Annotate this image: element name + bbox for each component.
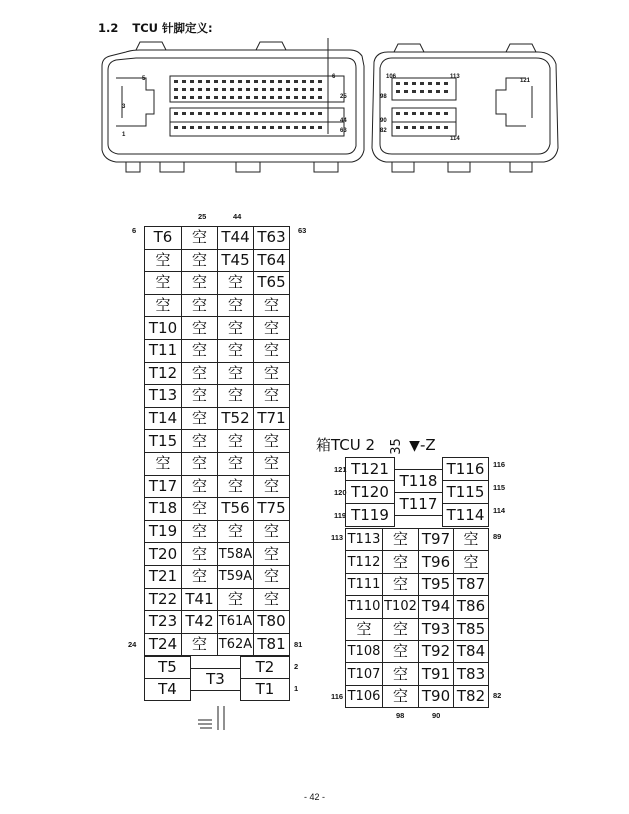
pin-cell: T12 — [145, 362, 182, 385]
pin-cell: T113 — [346, 529, 383, 551]
pin-cell: T121 — [346, 458, 395, 481]
pin-cell: 空 — [182, 385, 218, 408]
pin-cell: 空 — [254, 520, 290, 543]
pin-cell: T97 — [419, 529, 454, 551]
pin-number-label: 114 — [493, 506, 506, 515]
pin-cell: T75 — [254, 498, 290, 521]
pin-cell: T18 — [145, 498, 182, 521]
pin-cell: T5 — [145, 657, 191, 679]
connector-label: 3 — [122, 104, 126, 110]
pin-row — [145, 452, 290, 475]
pin-row — [145, 339, 290, 362]
pin-cell: T64 — [254, 249, 290, 272]
pin-cell: T10 — [145, 317, 182, 340]
pin-row — [346, 573, 489, 595]
pin-cell: T120 — [346, 481, 395, 504]
pin-cell: 空 — [346, 618, 383, 640]
pin-cell: T92 — [419, 640, 454, 662]
pin-row — [346, 529, 489, 551]
pin-cell: 空 — [218, 317, 254, 340]
pin-number-label: 63 — [298, 226, 307, 235]
pin-row — [346, 618, 489, 640]
pin-cell: T114 — [443, 504, 489, 527]
pin-row — [145, 272, 290, 295]
tcu2-side-number: 35 — [388, 438, 404, 455]
pin-cell: T96 — [419, 551, 454, 573]
pin-cell: 空 — [182, 520, 218, 543]
pin-cell: T41 — [182, 588, 218, 611]
pin-cell: 空 — [145, 294, 182, 317]
pin-cell: T56 — [218, 498, 254, 521]
pin-cell: T42 — [182, 611, 218, 634]
pin-row — [145, 543, 290, 566]
tcu2-side-suffix: -Z — [419, 436, 436, 454]
pin-row — [346, 551, 489, 573]
pin-cell: 空 — [383, 663, 419, 685]
connector-label: 106 — [386, 74, 397, 80]
pin-row — [145, 633, 290, 656]
pin-cell: T65 — [254, 272, 290, 295]
pin-row — [346, 685, 489, 707]
pin-cell: 空 — [218, 430, 254, 453]
connector-label: 1 — [122, 132, 126, 138]
pin-cell: 空 — [218, 452, 254, 475]
pin-row — [145, 611, 290, 634]
pin-cell: T71 — [254, 407, 290, 430]
pin-cell: T2 — [241, 657, 290, 679]
pin-cell: 空 — [182, 633, 218, 656]
pin-cell: 空 — [254, 430, 290, 453]
pin-cell: T119 — [346, 504, 395, 527]
pin-row — [145, 430, 290, 453]
pin-cell: 空 — [182, 227, 218, 250]
pin-number-label: 98 — [396, 711, 405, 720]
pin-cell: 空 — [383, 685, 419, 707]
pin-cell: T106 — [346, 685, 383, 707]
pin-cell: T107 — [346, 663, 383, 685]
pin-cell: T52 — [218, 407, 254, 430]
pin-cell: T61A — [218, 611, 254, 634]
pin-number-label: 116 — [493, 460, 506, 469]
pin-row — [145, 588, 290, 611]
pin-cell: T83 — [454, 663, 489, 685]
pin-cell: 空 — [254, 588, 290, 611]
pin-cell: 空 — [383, 551, 419, 573]
pin-cell: 空 — [182, 294, 218, 317]
connector-label: 90 — [380, 118, 387, 124]
connector-label: 6 — [332, 74, 336, 80]
pin-cell: 空 — [182, 565, 218, 588]
pin-cell: 空 — [254, 317, 290, 340]
pin-row — [145, 294, 290, 317]
pin-cell: T21 — [145, 565, 182, 588]
pin-cell: T17 — [145, 475, 182, 498]
pin-cell: T22 — [145, 588, 182, 611]
pin-cell: 空 — [218, 385, 254, 408]
tcu2-header: 箱TCU 2 35 ▼-Z — [316, 436, 436, 455]
pin-number-label: 1 — [294, 684, 299, 693]
pin-cell: T87 — [454, 573, 489, 595]
pin-cell: T80 — [254, 611, 290, 634]
pin-cell: T20 — [145, 543, 182, 566]
pin-row — [346, 640, 489, 662]
pin-cell: 空 — [254, 362, 290, 385]
pin-cell: 空 — [254, 339, 290, 362]
pin-cell: 空 — [383, 529, 419, 551]
pin-cell: 空 — [182, 407, 218, 430]
pin-cell: 空 — [218, 339, 254, 362]
pin-number-label: 81 — [294, 640, 303, 649]
pin-number-label: 25 — [198, 212, 207, 221]
pin-cell: 空 — [182, 430, 218, 453]
pin-number-label: 2 — [294, 662, 299, 671]
harness-mark — [196, 706, 256, 730]
pin-cell: 空 — [182, 339, 218, 362]
tcu2-pin-table — [345, 528, 489, 708]
pin-number-label: 116 — [331, 692, 344, 701]
pin-cell: T62A — [218, 633, 254, 656]
pin-cell: 空 — [218, 475, 254, 498]
connector-drawing — [96, 38, 564, 178]
connector-label: 98 — [380, 94, 387, 100]
pin-cell: T115 — [443, 481, 489, 504]
pin-number-label: 90 — [432, 711, 441, 720]
tcu1-bottom-table — [144, 656, 290, 701]
section-title: TCU 针脚定义: — [132, 21, 213, 35]
section-heading — [98, 20, 213, 36]
pin-cell: 空 — [182, 272, 218, 295]
page-number: - 42 - — [303, 792, 325, 802]
pin-row — [145, 565, 290, 588]
pin-row — [145, 520, 290, 543]
pin-cell: 空 — [254, 565, 290, 588]
pin-cell: T111 — [346, 573, 383, 595]
connector-label: 63 — [340, 128, 347, 134]
connector-label: 113 — [450, 74, 460, 80]
section-number: 1.2 — [98, 21, 119, 35]
pin-cell: 空 — [454, 529, 489, 551]
pin-cell: 空 — [182, 475, 218, 498]
pin-cell: T19 — [145, 520, 182, 543]
pin-cell: 空 — [254, 475, 290, 498]
pin-row — [145, 475, 290, 498]
pin-cell: 空 — [254, 452, 290, 475]
pin-row — [145, 249, 290, 272]
connector-label: 25 — [340, 94, 347, 100]
pin-cell: T102 — [383, 596, 419, 618]
pin-cell: T6 — [145, 227, 182, 250]
pin-cell: T45 — [218, 249, 254, 272]
pin-number-label: 44 — [233, 212, 242, 221]
pin-row — [145, 407, 290, 430]
pin-row — [145, 317, 290, 340]
pin-cell: 空 — [218, 362, 254, 385]
connector-label: 114 — [450, 136, 460, 142]
pin-cell: 空 — [254, 294, 290, 317]
pin-row — [346, 596, 489, 618]
pin-cell: T116 — [443, 458, 489, 481]
pin-cell: 空 — [383, 618, 419, 640]
pin-cell: 空 — [254, 543, 290, 566]
pin-row — [145, 362, 290, 385]
pin-cell: T59A — [218, 565, 254, 588]
pin-cell: T3 — [191, 669, 241, 691]
pin-cell: 空 — [145, 272, 182, 295]
pin-cell: T14 — [145, 407, 182, 430]
pin-cell: 空 — [218, 520, 254, 543]
pin-cell: T24 — [145, 633, 182, 656]
pin-cell: 空 — [218, 272, 254, 295]
pin-cell: 空 — [182, 498, 218, 521]
pin-cell: 空 — [454, 551, 489, 573]
pin-cell: T118 — [395, 470, 443, 493]
connector-label: 82 — [380, 128, 387, 134]
pin-cell: 空 — [383, 640, 419, 662]
pin-cell: T13 — [145, 385, 182, 408]
pin-number-label: 120 — [334, 488, 347, 497]
tcu2-top-table — [345, 457, 489, 527]
pin-cell: T82 — [454, 685, 489, 707]
pin-cell: 空 — [383, 573, 419, 595]
pin-number-label: 89 — [493, 532, 502, 541]
tcu2-title: 箱TCU 2 — [316, 436, 376, 454]
pin-cell: T95 — [419, 573, 454, 595]
pin-cell: 空 — [182, 249, 218, 272]
pin-cell: T11 — [145, 339, 182, 362]
pin-cell: 空 — [182, 317, 218, 340]
pin-cell: T91 — [419, 663, 454, 685]
pin-cell: T112 — [346, 551, 383, 573]
connector-label: 5 — [142, 76, 146, 82]
pin-cell: 空 — [182, 362, 218, 385]
pin-number-label: 24 — [128, 640, 137, 649]
pin-cell: 空 — [218, 294, 254, 317]
pin-number-label: 113 — [331, 533, 344, 542]
pin-cell: T108 — [346, 640, 383, 662]
pin-cell: T1 — [241, 679, 290, 701]
pin-cell: T117 — [395, 493, 443, 516]
pin-cell: 空 — [182, 452, 218, 475]
pin-row — [145, 385, 290, 408]
pin-cell: T84 — [454, 640, 489, 662]
pin-cell: T4 — [145, 679, 191, 701]
pin-cell: 空 — [218, 588, 254, 611]
pin-cell: 空 — [254, 385, 290, 408]
pin-row — [346, 663, 489, 685]
connector-label: 44 — [340, 118, 347, 124]
pin-number-label: 119 — [334, 511, 347, 520]
pin-cell: T93 — [419, 618, 454, 640]
pin-row — [145, 227, 290, 250]
pin-cell: T15 — [145, 430, 182, 453]
pin-cell: T63 — [254, 227, 290, 250]
pin-number-label: 82 — [493, 691, 502, 700]
pin-number-label: 115 — [493, 483, 506, 492]
pin-cell: 空 — [145, 249, 182, 272]
tcu1-pin-table — [144, 226, 290, 656]
pin-cell: T23 — [145, 611, 182, 634]
pin-cell: T58A — [218, 543, 254, 566]
pin-cell: T86 — [454, 596, 489, 618]
pin-row — [145, 498, 290, 521]
pin-cell: 空 — [182, 543, 218, 566]
pin-cell: T94 — [419, 596, 454, 618]
pin-number-label: 121 — [334, 465, 347, 474]
pin-cell: T85 — [454, 618, 489, 640]
pin-cell: T81 — [254, 633, 290, 656]
pin-cell: T44 — [218, 227, 254, 250]
connector-label: 121 — [520, 78, 531, 84]
pin-cell: T110 — [346, 596, 383, 618]
pin-cell: 空 — [145, 452, 182, 475]
pin-cell: T90 — [419, 685, 454, 707]
pin-number-label: 6 — [132, 226, 137, 235]
